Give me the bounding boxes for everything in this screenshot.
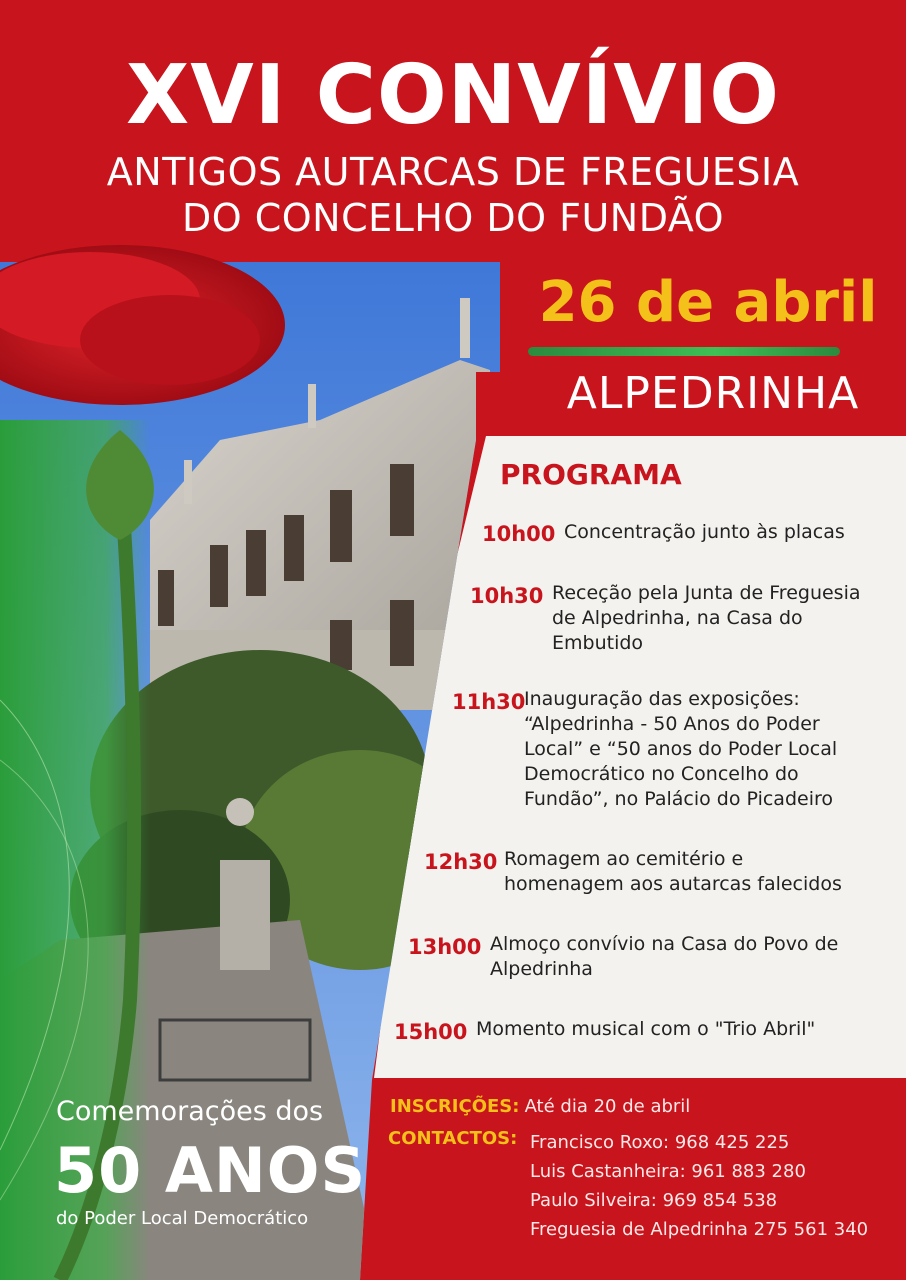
contact-entry: Francisco Roxo: 968 425 225	[530, 1132, 790, 1153]
programme-time: 15h00	[394, 1020, 468, 1044]
registration-value: Até dia 20 de abril	[524, 1096, 691, 1117]
programme-time: 13h00	[408, 935, 482, 959]
contacts-list	[530, 1128, 868, 1244]
programme-item	[482, 522, 555, 546]
poster-subtitle-line2: DO CONCELHO DO FUNDÃO	[181, 196, 725, 240]
programme-line: Romagem ao cemitério e	[504, 848, 744, 870]
programme-time: 10h30	[470, 584, 544, 608]
contacts-label-row	[388, 1128, 517, 1149]
event-place: ALPEDRINHA	[566, 368, 860, 419]
programme-line: Almoço convívio na Casa do Povo de	[490, 933, 839, 955]
programme-time: 12h30	[424, 850, 498, 874]
programme-item	[394, 1020, 467, 1044]
programme-line: Embutido	[552, 632, 644, 654]
programme-line: Democrático no Concelho do	[524, 763, 799, 785]
registration-label: INSCRIÇÕES:	[390, 1096, 520, 1117]
registration-row	[390, 1096, 690, 1117]
programme-description	[552, 581, 861, 656]
programme-line: Fundão”, no Palácio do Picadeiro	[524, 788, 833, 810]
programme-line: homenagem aos autarcas falecidos	[504, 873, 842, 895]
programme-description	[476, 1017, 815, 1042]
commemoration-line3: do Poder Local Democrático	[56, 1208, 309, 1229]
contact-entry: Luis Castanheira: 961 883 280	[530, 1161, 806, 1182]
programme-description	[504, 847, 842, 897]
poster-subtitle-line1: ANTIGOS AUTARCAS DE FREGUESIA	[106, 150, 800, 194]
programme-line: Alpedrinha	[490, 958, 593, 980]
programme-description	[564, 520, 845, 545]
programme-description	[524, 687, 837, 812]
programme-item	[408, 935, 481, 959]
contact-entry: Freguesia de Alpedrinha 275 561 340	[530, 1219, 869, 1240]
poster-title: XVI CONVÍVIO	[126, 48, 780, 143]
programme-line: “Alpedrinha - 50 Anos do Poder	[524, 713, 820, 735]
programme-line: Local” e “50 anos do Poder Local	[524, 738, 838, 760]
programme-line: Receção pela Junta de Freguesia	[552, 582, 861, 604]
contact-entry: Paulo Silveira: 969 854 538	[530, 1190, 778, 1211]
commemoration-line1: Comemorações dos	[56, 1096, 324, 1127]
contacts-label: CONTACTOS:	[388, 1128, 518, 1149]
event-date: 26 de abril	[538, 270, 878, 335]
programme-line: Inauguração das exposições:	[524, 688, 800, 710]
programme-time: 11h30	[452, 690, 526, 714]
programme-time: 10h00	[482, 522, 556, 546]
programme-description	[490, 932, 838, 982]
programme-item	[470, 584, 543, 608]
programme-item	[452, 690, 525, 714]
commemoration-50-anos: 50 ANOS	[54, 1134, 367, 1207]
date-underline	[528, 347, 840, 356]
programme-item	[424, 850, 497, 874]
programme-line: Concentração junto às placas	[564, 521, 845, 543]
programme-line: Momento musical com o "Trio Abril"	[476, 1018, 816, 1040]
programme-line: de Alpedrinha, na Casa do	[552, 607, 803, 629]
programme-title: PROGRAMA	[500, 458, 682, 491]
